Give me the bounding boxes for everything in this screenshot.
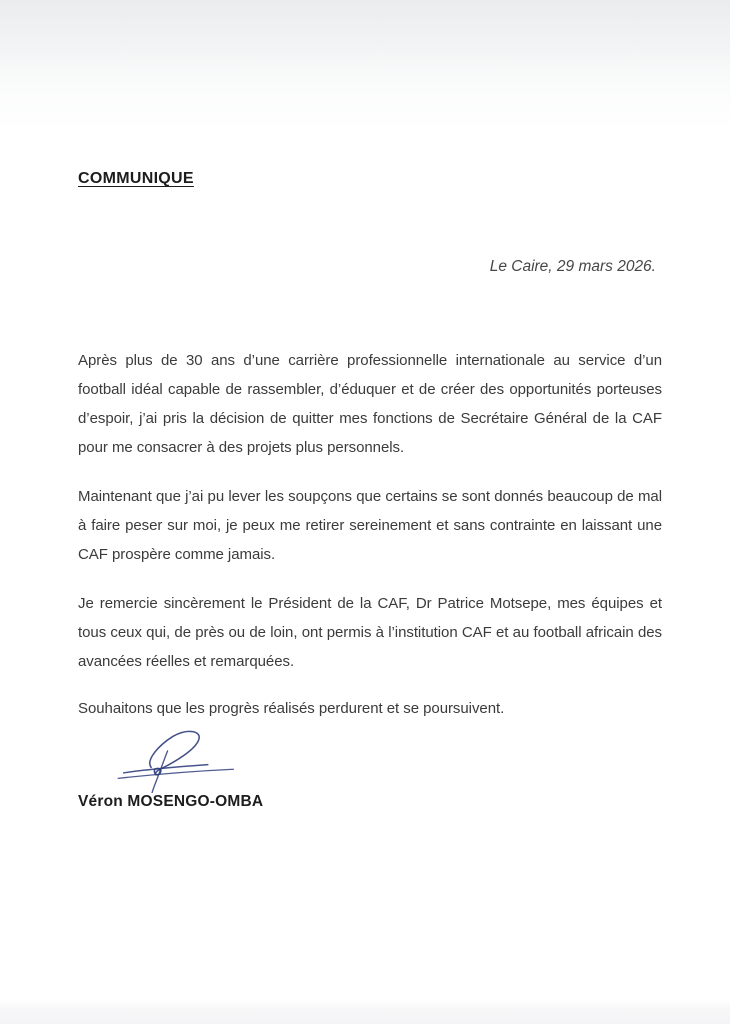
handwritten-signature-icon (104, 729, 264, 793)
paragraph-suspicions: Maintenant que j’ai pu lever les soupçons que certains se sont donnés beaucoup de mal à faire peser sur moi, je peux me retirer sereinement et sans contrainte en laissant une CAF prospère comme jamais. (78, 488, 662, 563)
signatory-name: Véron MOSENGO-OMBA (78, 793, 264, 810)
dateline: Le Caire, 29 mars 2026. (489, 258, 656, 275)
paragraph-wishes: Souhaitons que les progrès réalisés perdurent et se poursuivent. (78, 700, 505, 717)
paragraph-thanks: Je remercie sincèrement le Président de la CAF, Dr Patrice Motsepe, mes équipes et tous ceux qui, de près ou de loin, ont permis à l’institution CAF et au football africain des avancées réelles et remarquées. (78, 595, 662, 670)
paragraph-career-decision: Après plus de 30 ans d’une carrière professionnelle internationale au service d’un football idéal capable de rassembler, d’éduquer et de créer des opportunités porteuses d’espoir, j’ai pris la décision de quitter mes fonctions de Secrétaire Général de la CAF pour me consacrer à des projets plus personnels. (78, 352, 662, 456)
letter-content (78, 170, 662, 811)
letter-heading: COMMUNIQUE (78, 170, 194, 187)
